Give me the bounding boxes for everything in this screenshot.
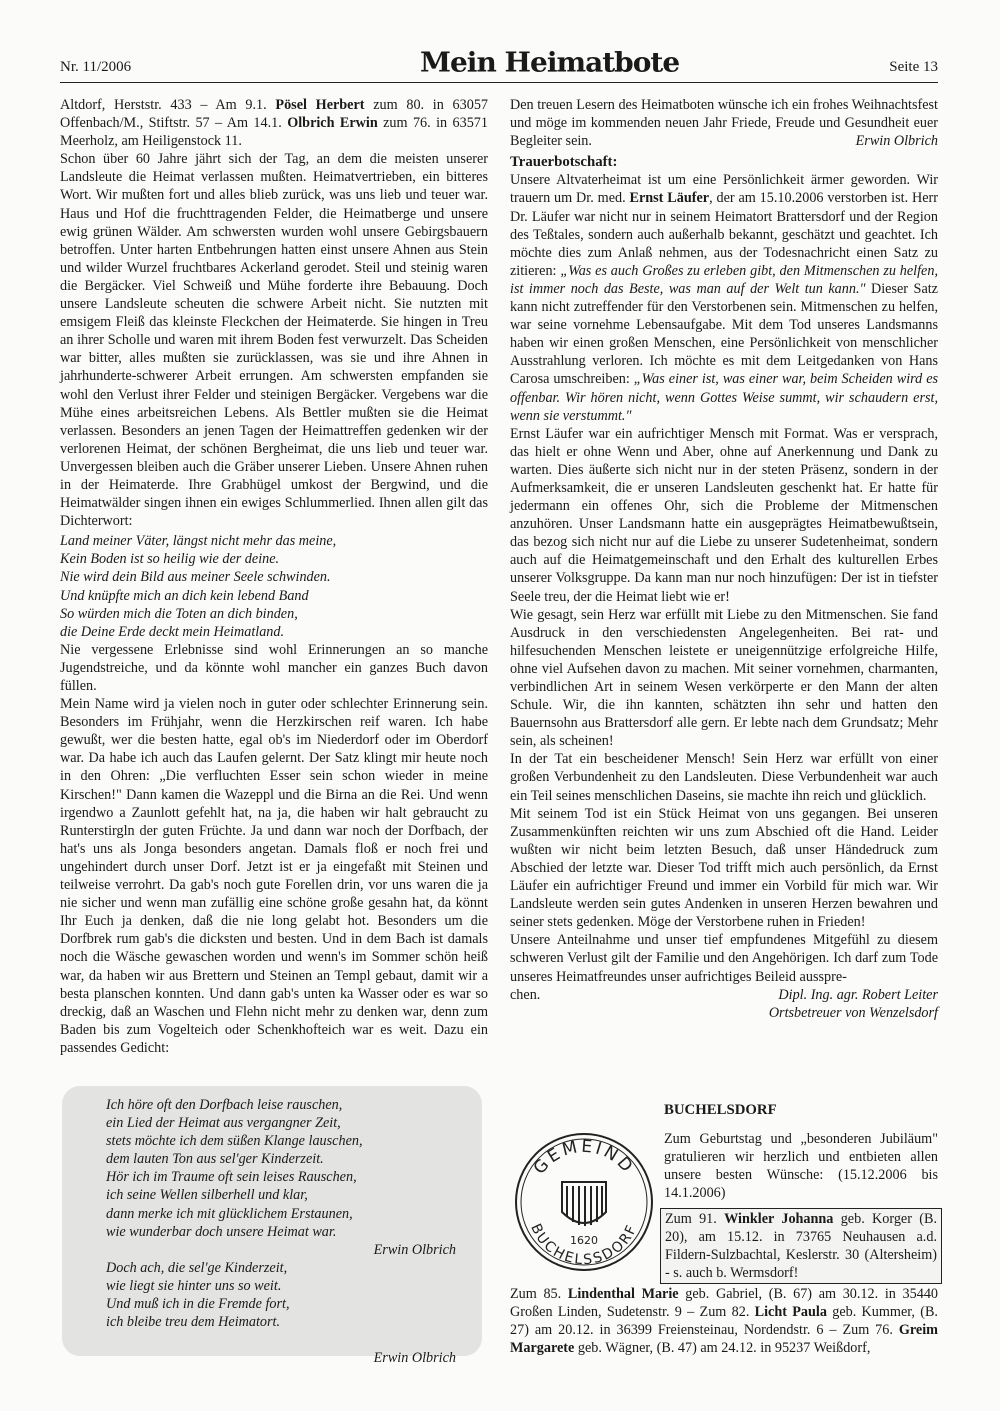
signature-line: chen. Dipl. Ing. agr. Robert Leiter	[510, 986, 938, 1003]
issue-number: Nr. 11/2006	[60, 59, 132, 75]
birthday-highlight-box: Zum 91. Winkler Johanna geb. Korger (B. 20), am 15.12. in 73765 Neuhausen a.d. Fildern-Sulzbachtal, Keslerstr. 30 (Altersheim) - s. auch b. Wermsdorf!	[660, 1208, 942, 1284]
person-name: Licht Paula	[754, 1304, 827, 1321]
section-heading: BUCHELSDORF	[664, 1102, 777, 1118]
article-paragraph: Ernst Läufer war ein aufrichtiger Mensch mit Format. Was er versprach, das hielt er ohne Wenn und Aber, ohne auf Anerkennung und Dank zu warten. Dies äußerte sich nicht nur in der steten Präsenz, sondern in der Aufmerksamkeit, die er unseren Landsleuten geschenkt hat. Er hatte für jedermann ein offenes Ohr, sich die Probleme der Mitmenschen anzuhören. Unser Landsmann hatte ein ausgeprägtes Heimatbewußtsein, das bezog sich nicht nur auf die Liebe zu unserer Sudetenheimat, sondern auch auf die Heimatgemeinschaft und den Erhalt des kulturellen Erbes unserer Volksgruppe. Da kann man nur noch hinzufügen: Der ist in tiefster Seele treu, der die Heimat liebt wie er!	[510, 425, 938, 605]
person-name: Lindenthal Marie	[567, 1286, 679, 1302]
article-paragraph: Wie gesagt, sein Herz war erfüllt mit Liebe zu den Mitmenschen. Sie fand Ausdruck in den verschiedensten Angelegenheiten. Bei rat- und hilfesuchenden Menschen leistete er uneigennützige erfolgreiche Hilfe, ohne viel Aufsehen davon zu machen. Mit seiner vornehmen, charmanten, verbindlichen Art in seinem Wesen verkörperte er den Mann der alten Schule. Wir, die ihn kannten, schätzten ihn sehr und hatten den Bauernsohn aus Brattersdorf alle gern. Er lebte nach dem Grundsatz; Mehr sein, als scheinen!	[510, 606, 938, 750]
poem-author: Erwin Olbrich	[373, 1350, 456, 1367]
greeting-signature: Erwin Olbrich	[855, 133, 938, 150]
municipal-seal-icon	[512, 1130, 657, 1275]
article-paragraph: Unsere Anteilnahme und unser tief empfundenes Mitgefühl zu diesem schweren Verlust gilt der Familie und den Angehörigen. Ich darf zum Tode unseres Heimatfreundes unser aufrichtiges Beileid ausspre-	[510, 932, 938, 985]
greeting-paragraph: Den treuen Lesern des Heimatboten wünsche ich ein frohes Weihnachtsfest und möge im kommenden neuen Jahr Friede, Freude und Gesundheit euer Begleiter sein. Erwin Olbrich	[510, 97, 938, 150]
article-paragraph: Mit seinem Tod ist ein Stück Heimat von uns gegangen. Bei unseren Zusammenkünften reichten wir uns zum Abschied oft die Hand. Leider wußten wir nicht beim letzten Besuch, daß unser Händedruck zum Abschied der letzte war. Dieser Tod trifft mich auch persönlich, da Ernst Läufer ein aufrichtiger Freund und immer ein Vorbild für mich war. Wir Landsleute werden sein gutes Andenken in unseren Herzen bewahren und seiner stets gedenken. Möge der Verstorbene ruhen in Frieden!	[510, 805, 938, 931]
signature-role: Ortsbetreuer von Wenzelsdorf	[768, 1004, 938, 1021]
birthday-continuation: Altdorf, Herststr. 433 – Am 9.1. Pösel Herbert zum 80. in 63057 Offenbach/M., Stiftstr. 57 – Am 14.1. Olbrich Erwin zum 76. in 63571 Meerholz, am Heiligenstock 11.	[60, 97, 489, 150]
signature-name: Dipl. Ing. agr. Robert Leiter	[778, 986, 938, 1003]
article-paragraph: In der Tat ein bescheidener Mensch! Sein Herz war erfüllt von einer großen Verbundenheit zu den Landsleuten. Diese Verbundenheit war auch ein Teil seines menschlichen Daseins, sie machte ihn reich und glücklich.	[510, 751, 938, 804]
right-column	[510, 96, 938, 1022]
header-rule	[60, 82, 938, 83]
masthead-logo: Mein Heimatbote	[420, 46, 680, 79]
article-paragraph: Unsere Altvaterheimat ist um eine Persönlichkeit ärmer geworden. Wir trauern um Dr. med. Ernst Läufer, der am 15.10.2006 verstorben ist. Herr Dr. Läufer war nicht nur in seinem Heimatort Brattersdorf und der Region des Teßtales, sondern auch außerhalb bekannt, geschätzt und geachtet. Ich möchte dies zum Anlaß nehmen, aus der Todesnachricht einen Satz zu zitieren: „Was es auch Großes zu erleben gibt, den Mitmenschen zu helfen, ist immer noch das Beste, was man auf der Welt tun kann." Dieser Satz kann nicht zutreffender für den Verstorbenen sein. Mitmenschen zu helfen, war seine vornehme Lebensaufgabe. Mit dem Tod unseres Landsmanns haben wir einen großen Menschen, eine Persönlichkeit von menschlicher Ausstrahlung verloren. Ich möchte es mit dem Leitgedanken von Hans Carosa umschreiben: „Was einer ist, was einer war, beim Scheiden wird es offenbar. Wir hören nicht, wenn Gottes Weise summt, wir schaudern erst, wenn sie verstummt."	[510, 172, 939, 424]
page-number: Seite 13	[889, 59, 938, 75]
article-paragraph: Mein Name wird ja vielen noch in guter oder schlechter Erinnerung sein. Besonders im Frühjahr, wenn die Herzkirschen reif waren. Ich habe gewußt, wer die besten hatte, egal ob's im Niederdorf oder im Oberdorf war. Da habe ich auch das Laufen gelernt. Der Satz klingt mir heute noch in den Ohren: „Die verfluchten Esser sein schon wieder in meine Kirschen!" Dann kamen die Wazeppl und die Birna an die Rei. Und wenn irgendwo a Zaunlott gefehlt hat, na ja, die haben wir halt gebraucht zu Runterstirgln der guten Früchte. Ja und dann war noch der Dorfbach, der hat's uns als Jonga besonders angetan. Damals floß er noch frei und ungehindert durch unser Dorf. Jetzt ist er ja eingefaßt mit Steinen und teilweise verrohrt. Da gab's noch gute Forellen drin, vor uns waren die ja nie sicher und wenn man zufällig eine schöne große gesahn hat, da könnt Ihr Euch ja denken, daß die nie long gelabt hot. Besonders um die Dorfbrek rum gab's die dicksten und besten. Und in dem Bach ist damals noch die Wäsche gewaschen worden und wenn's im Sommer schön heiß war, da haben wir aus Brettern und Steinen an Templ gebaut, damit wir a besta planschen konnten. Und dann gab's unten ka Wasser oder es war so dreckig, daß an Waschen und Flehn nicht mehr zu denken war, denn zum Baden bis zum Vogelteich oder Schenkhofteich war es weit. Dazu ein passendes Gedicht:	[60, 696, 488, 1056]
section-heading: Trauerbotschaft:	[510, 154, 618, 171]
left-column	[60, 96, 488, 1057]
buchelsdorf-intro: Zum Geburtstag und „besonderen Jubiläum" gratulieren wir herzlich und entbieten allen unsere besten Wünsche: (15.12.2006 bis 14.1.2006)	[664, 1131, 938, 1202]
article-paragraph: Schon über 60 Jahre jährt sich der Tag, an dem die meisten unserer Landsleute die Heimat verlassen mußten. Heimatvertrieben, ein bitteres Wort. Wir mußten fort und alles blieb zurück, was uns lieb und teuer war. Haus und Hof die fruchttragenden Felder, die Heimatberge und unsere ewig grünen Wälder. Am schwersten wurden wohl unsere Gebirgsbauern betroffen. Unter harten Entbehrungen hatten einst unsere Ahnen aus Stein und wilder Wurzel fruchtbares Ackerland gerodet. Steil und steinig waren die Bergäcker. Viel Schweiß und Mühe forderte ihre Bebauung. Doch unsere Landsleute scheuten die schwere Arbeit nicht. Sie nutzten mit emsigem Fleiß das kleinste Fleckchen der Heimaterde. Sie hingen in Treu an ihrer Scholle und waren mit ihrem Boden fest verwurzelt. Das Scheiden war bitter, alles mußten sie zurücklassen, was sie und ihre Ahnen in jahrhunderte-schwerer Arbeit errungen. Am schwersten empfanden sie wohl den Verlust ihrer Felder und steinigen Bergäcker. Vergebens war die Mühe eines arbeitsreichen Lebens. Als Bettler mußten sie die Heimat verlassen. Besonders an jenen Tagen der Heimattreffen gedenken wir der verlorenen Heimat, der schönen Bergheimat, die uns lieb und teuer war. Unvergessen bleiben auch die Gräber unserer Lieben. Unsere Ahnen ruhen in der Heimaterde. Ihre Grabhügel umkost der Bergwind, und die Heimatwälder singen ihnen ein ewiges Schlummerlied. Ihnen allen gilt das Dichterwort:	[60, 151, 488, 530]
svg-text:1620: 1620	[570, 1234, 598, 1247]
article-paragraph: Nie vergessene Erlebnisse sind wohl Erinnerungen an so manche Jugendstreiche, und da könnte wohl mancher ein ganzes Buch davon füllen.	[60, 641, 488, 694]
poem-heimat: Land meiner Väter, längst nicht mehr das meine, Kein Boden ist so heilig wie der deine. Nie wird dein Bild aus meiner Seele schwinden. Und knüpfte mich an dich kein lebend Band So würden mich die Toten an dich binden, die Deine Erde deckt mein Heimatland.	[60, 533, 337, 640]
poem-box-dorfbach: Ich höre oft den Dorfbach leise rauschen, ein Lied der Heimat aus vergangner Zeit, stets möchte ich dem süßen Klange lauschen, dem lauten Ton aus sel'ger Kinderzeit. Hör ich im Traume oft sein leises Rauschen, ich seine Wellen silberhell und klar, dann merke ich mit glücklichem Erstaunen, wie wunderbar doch unsere Heimat war. Erwin Olbrich Doch ach, die sel'ge Kinderzeit, wie liegt sie hinter uns so weit. Und muß ich in die Fremde fort, ich bleibe treu dem Heimatort. Erwin Olbrich	[62, 1086, 482, 1356]
page-header	[60, 38, 938, 86]
birthday-list: Zum 85. Lindenthal Marie geb. Gabriel, (B. 67) am 30.12. in 35440 Großen Linden, Sudetenstr. 9 – Zum 82. Licht Paula geb. Kummer, (B. 27) am 20.12. in 36399 Freiensteinau, Nordendstr. 6 – Zum 76. Greim Margarete geb. Wägner, (B. 47) am 24.12. in 95237 Weißdorf,	[510, 1286, 939, 1357]
person-name: Ernst Läufer	[629, 190, 710, 207]
person-name: Olbrich Erwin	[287, 115, 378, 132]
buchelsdorf-section	[510, 1102, 938, 1402]
svg-text:GEMEIND: GEMEIND	[529, 1136, 639, 1179]
person-name: Pösel Herbert	[275, 97, 365, 113]
person-name: Winkler Johanna	[724, 1211, 834, 1227]
person-name: Greim Margarete	[510, 1322, 938, 1357]
poem-author: Erwin Olbrich	[373, 1241, 456, 1258]
svg-text:BUCHELSSDORF: BUCHELSSDORF	[527, 1221, 641, 1269]
